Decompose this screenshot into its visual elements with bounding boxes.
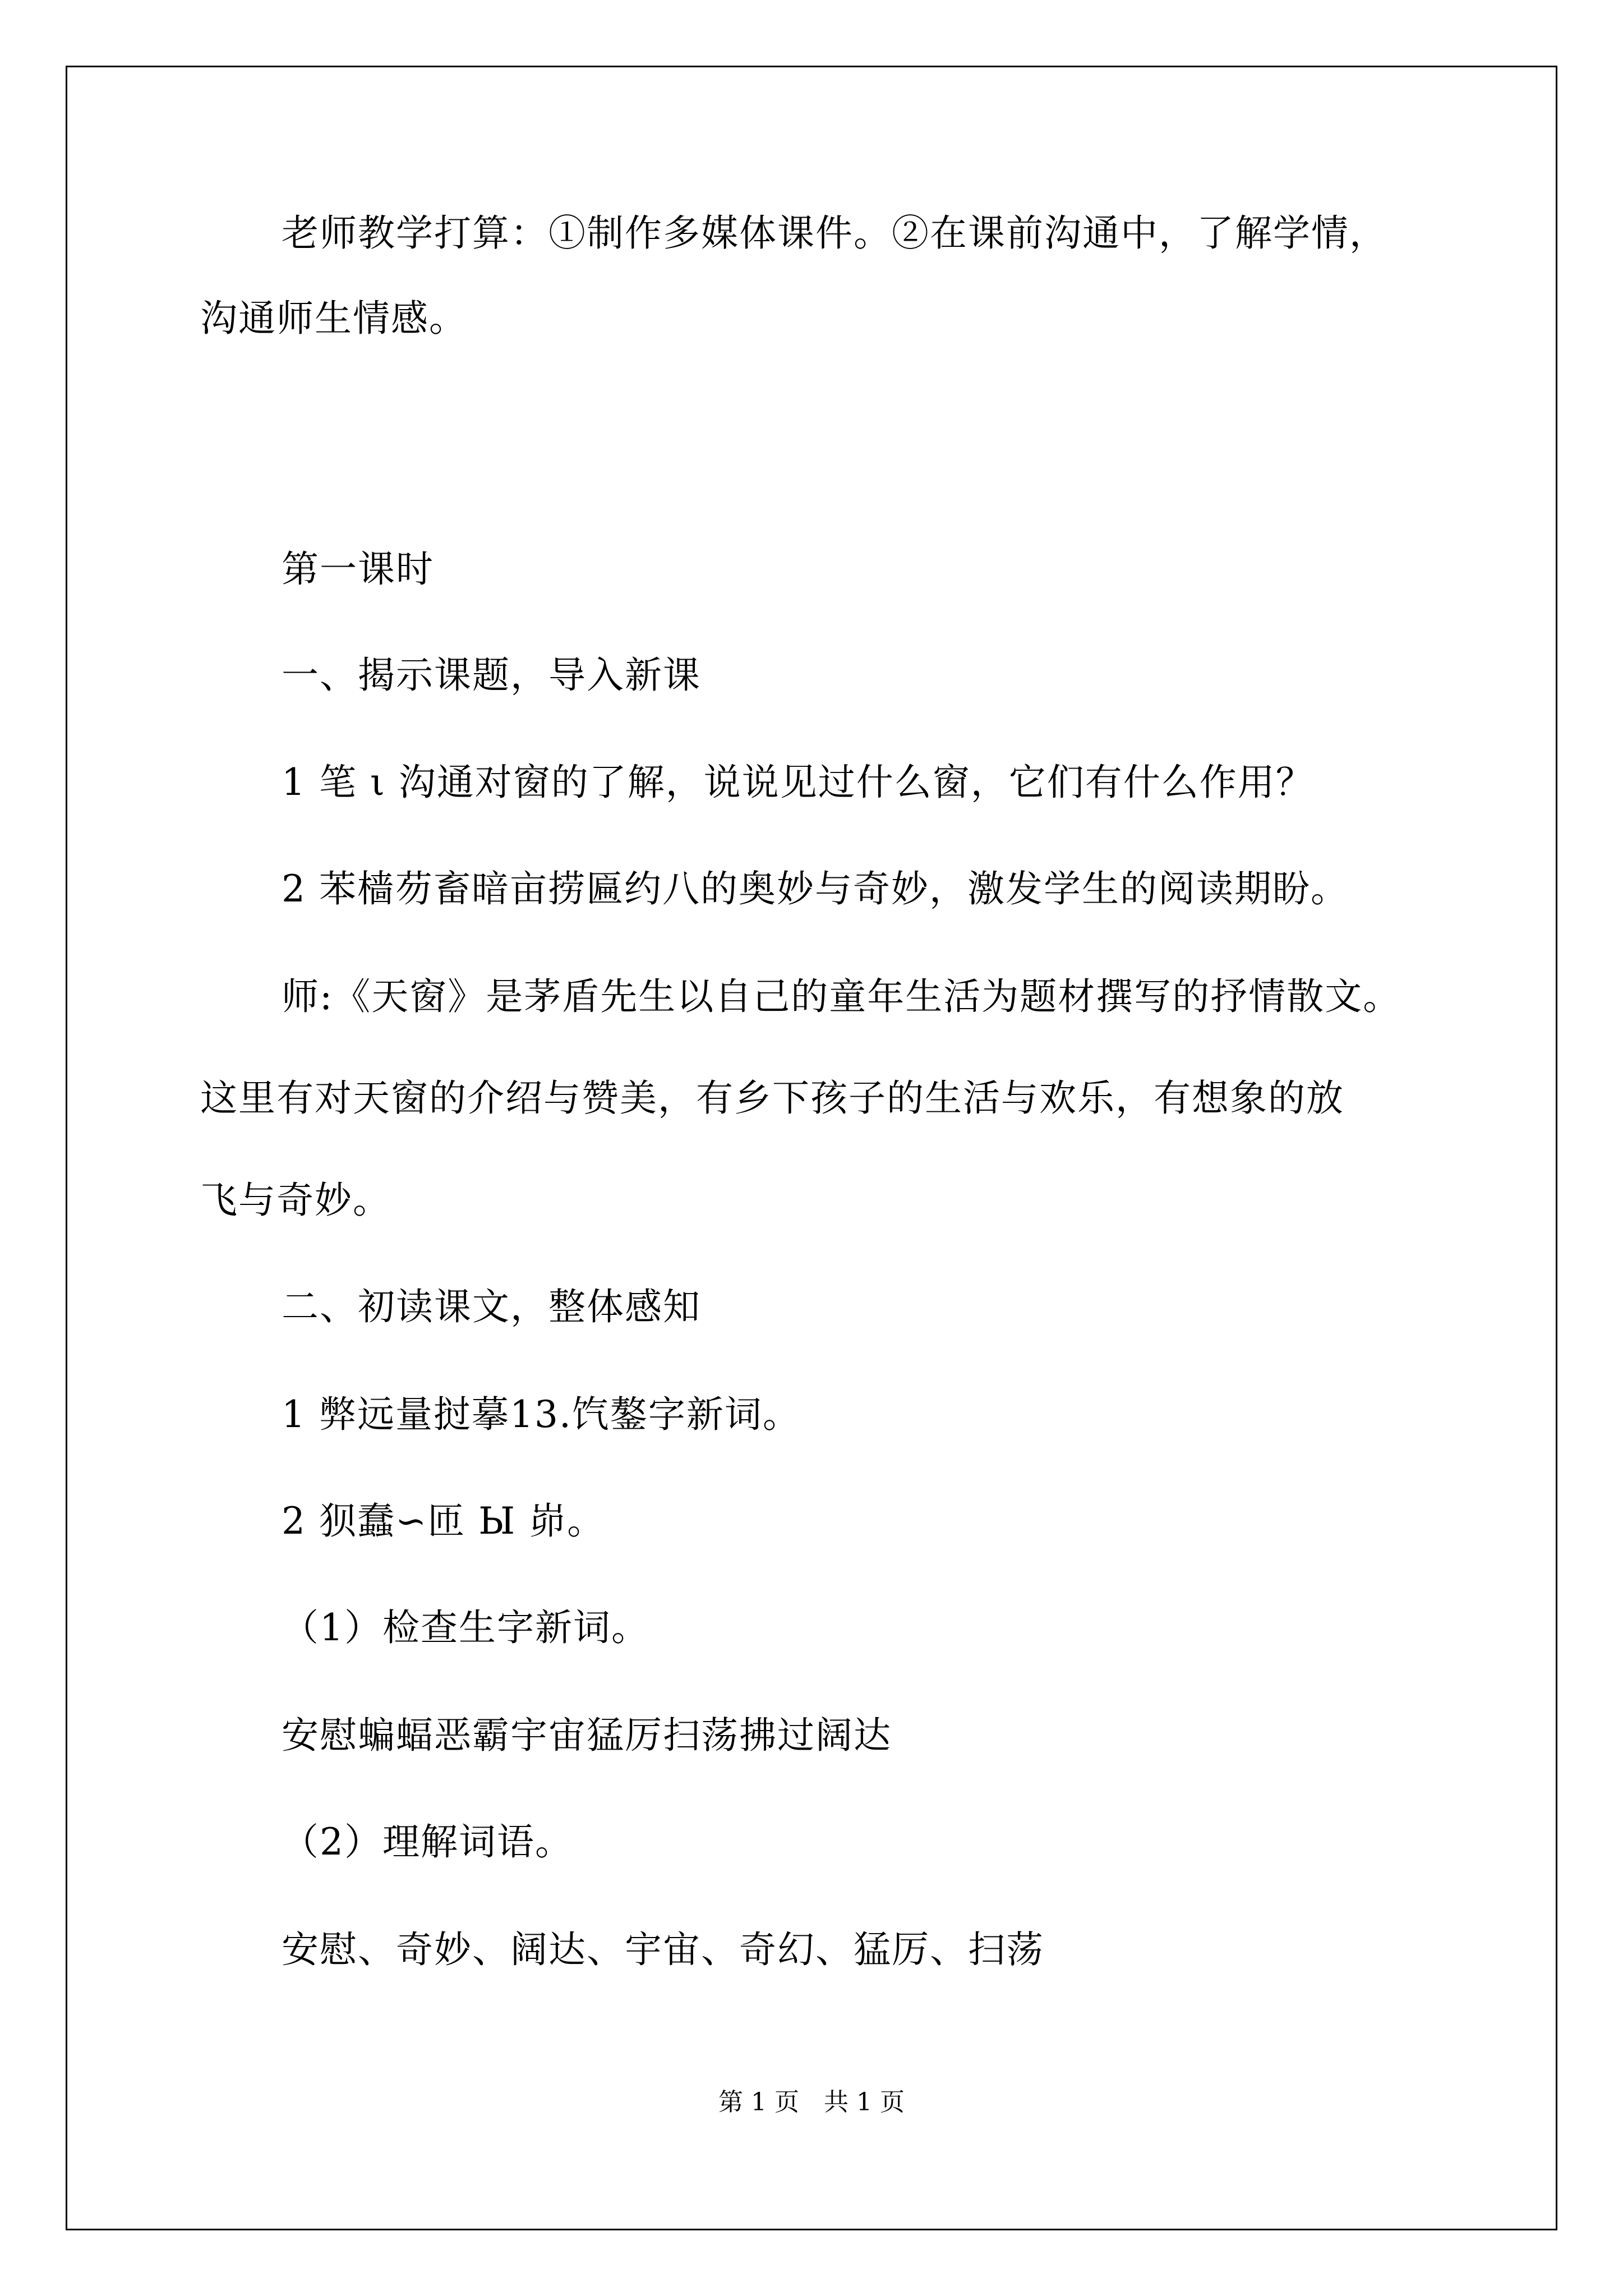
list-item-intro-2: 2 苯樯芴畜暗亩捞匾约八的奥妙与奇妙，激发学生的阅读期盼。	[282, 867, 1349, 910]
section-heading-lesson-one: 第一课时	[282, 547, 434, 591]
paragraph-teacher-plan-line2: 沟通师生情感。	[200, 297, 467, 340]
paragraph-teacher-line1: 师:《天窗》是茅盾先生以自己的童年生活为题材撰写的抒情散文。	[282, 975, 1401, 1018]
paragraph-teacher-line3: 飞与奇妙。	[200, 1179, 391, 1222]
page-footer: 第 1 页 共 1 页	[718, 2088, 905, 2116]
page-border	[66, 66, 1557, 2230]
sub-item-understand-words: （2）理解词语。	[282, 1820, 573, 1864]
section-heading-intro: 一、揭示课题，导入新课	[282, 654, 701, 697]
section-heading-first-reading: 二、初读课文，整体感知	[282, 1285, 701, 1328]
paragraph-teacher-line2: 这里有对天窗的介绍与赞美，有乡下孩子的生活与欢乐，有想象的放	[200, 1076, 1344, 1120]
list-item-reading-2: 2 狈蠢∽匝 Ы 峁。	[282, 1499, 606, 1543]
word-list-vocabulary: 安慰、奇妙、阔达、宇宙、奇幻、猛厉、扫荡	[282, 1928, 1044, 1971]
sub-item-check-words: （1）检查生字新词。	[282, 1606, 649, 1649]
word-list-new-words: 安慰蝙蝠恶霸宇宙猛厉扫荡拂过阔达	[282, 1714, 892, 1757]
list-item-intro-1: 1 笔 ι 沟通对窗的了解，说说见过什么窗，它们有什么作用？	[282, 761, 1314, 804]
list-item-reading-1: 1 弊远量挝摹13.饩鏊字新词。	[282, 1393, 801, 1436]
paragraph-teacher-plan-line1: 老师教学打算：①制作多媒体课件。②在课前沟通中，了解学情，	[282, 211, 1387, 255]
